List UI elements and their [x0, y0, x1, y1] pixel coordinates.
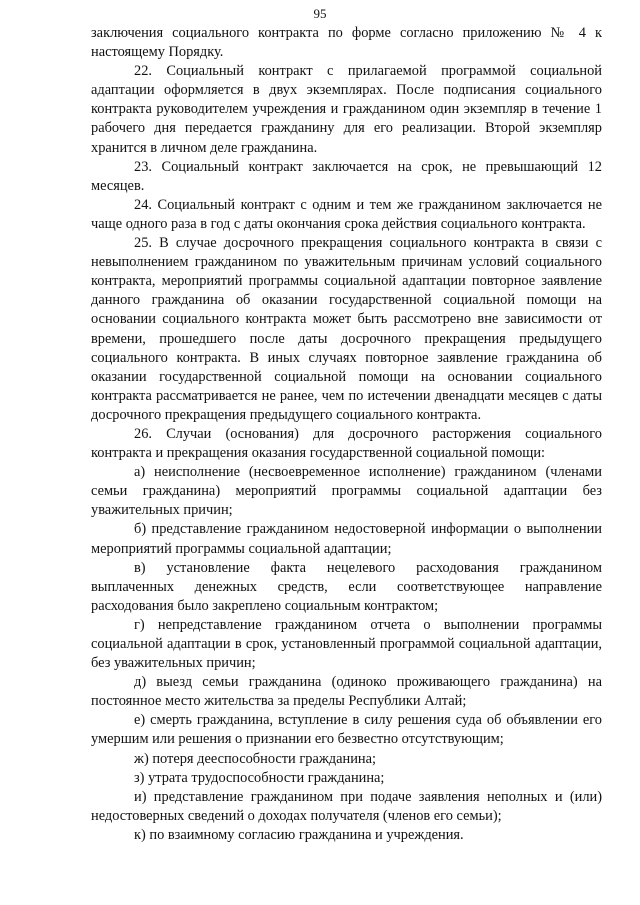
page-number: 95	[313, 6, 327, 21]
list-item-v: в) установление факта нецелевого расходования гражданином выплаченных денежных средств, если соответствующее направление расходования было закреплено социальным контрактом;	[91, 559, 602, 614]
paragraph-22: 22. Социальный контракт с прилагаемой программой социальной адаптации оформляется в двух экземплярах. После подписания социального контракта руководителем учреждения и гражданином один экземпляр в течение 1 рабочего дня передается гражданину для его реализации. Второй экземпляр хранится в личном деле гражданина.	[91, 63, 602, 156]
list-item-zh: ж) потеря дееспособности гражданина;	[134, 750, 376, 767]
list-item-i: и) представление гражданином при подаче заявления неполных и (или) недостоверных сведений о доходах получателя (членов его семьи);	[91, 788, 602, 824]
document-body	[91, 24, 602, 845]
list-item-a: а) неисполнение (несвоевременное исполнение) гражданином (членами семьи гражданина) мероприятий программы социальной адаптации без уважительных причин;	[91, 464, 602, 519]
list-item-z: з) утрата трудоспособности гражданина;	[134, 769, 385, 786]
list-item-e: е) смерть гражданина, вступление в силу решения суда об объявлении его умершим или решения о признании его безвестно отсутствующим;	[91, 712, 602, 748]
list-item-d: д) выезд семьи гражданина (одиноко проживающего гражданина) на постоянное место жительства за пределы Республики Алтай;	[91, 674, 602, 710]
paragraph-26: 26. Случаи (основания) для досрочного расторжения социального контракта и прекращения оказания государственной социальной помощи:	[91, 425, 602, 462]
paragraph-24: 24. Социальный контракт с одним и тем же гражданином заключается не чаще одного раза в год с даты окончания срока действия социального контракта.	[91, 196, 602, 232]
list-item-k: к) по взаимному согласию гражданина и учреждения.	[134, 826, 464, 843]
paragraph-25: 25. В случае досрочного прекращения социального контракта в связи с невыполнением гражданином по уважительным причинам условий социального контракта, мероприятий программы социальной адаптации повторное заявление данного гражданина об оказании государственной социальной помощи на основании социального контракта может быть рассмотрено вне зависимости от времени, прошедшего после даты досрочного прекращения предыдущего социального контракта. В иных случаях повторное заявление гражданина об оказании государственной социальной помощи на основании социального контракта рассматривается не ранее, чем по истечении двенадцати месяцев с даты досрочного прекращения предыдущего социального контракта.	[91, 235, 602, 423]
list-item-g: г) непредставление гражданином отчета о выполнении программы социальной адаптации в срок, установленный программой социальной адаптации, без уважительных причин;	[91, 616, 602, 672]
paragraph-continuation: заключения социального контракта по форме согласно приложению № 4 к настоящему Порядку.	[91, 25, 602, 61]
list-item-b: б) представление гражданином недостоверной информации о выполнении мероприятий программы социальной адаптации;	[91, 521, 602, 557]
paragraph-23: 23. Социальный контракт заключается на срок, не превышающий 12 месяцев.	[91, 158, 602, 194]
